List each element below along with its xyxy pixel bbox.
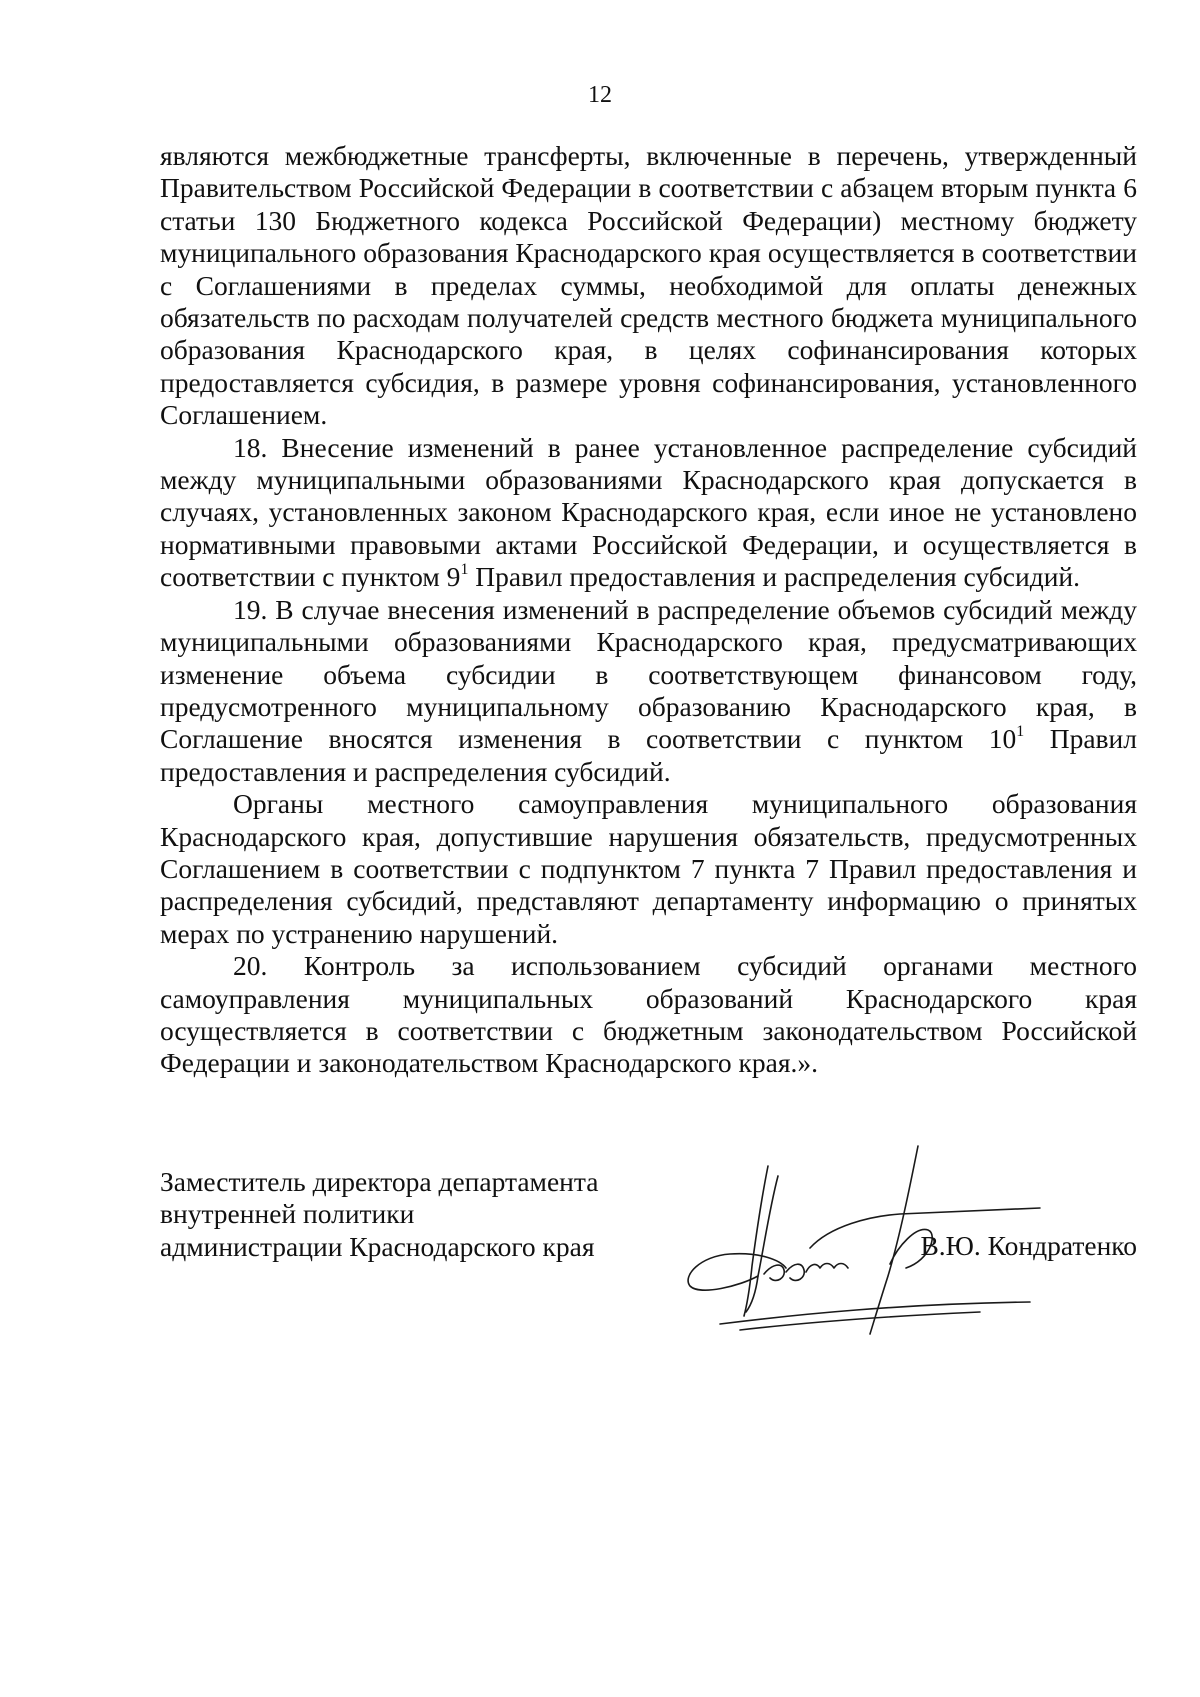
paragraph-19-tail: Правил предоставления и распределения субсидий. (160, 723, 1137, 787)
paragraph-18-text: 18. Внесение изменений в ранее установленное распределение субсидий между муниципальными образованиями Краснодарского края допускается в случаях, установленных законом Краснодарского края, если иное не установлено нормативными правовыми актами Российской Федерации, и осуществляется в соответствии с пунктом 9 (160, 431, 1137, 593)
signature-block (160, 1166, 1137, 1326)
paragraph-18-superscript: 1 (460, 561, 469, 579)
signer-title-line-1: Заместитель директора департамента (160, 1166, 599, 1197)
signer-title (160, 1166, 598, 1263)
signer-name: В.Ю. Кондратенко (920, 1230, 1137, 1261)
document-body (160, 140, 1137, 1080)
paragraph-continuation: являются межбюджетные трансферты, включенные в перечень, утвержденный Правительством Российской Федерации в соответствии с абзацем вторым пункта 6 статьи 130 Бюджетного кодекса Российской Федерации) местному бюджету муниципального образования Краснодарского края осуществляется в соответствии с Соглашениями в пределах суммы, необходимой для оплаты денежных обязательств по расходам получателей средств местного бюджета муниципального образования Краснодарского края, в целях софинансирования которых предоставляется субсидия, в размере уровня софинансирования, установленного Соглашением. (160, 140, 1137, 431)
paragraph-19 (160, 594, 1137, 788)
signer-title-line-2: внутренней политики (160, 1198, 415, 1230)
paragraph-18-tail: Правил предоставления и распределения субсидий. (468, 561, 1080, 593)
paragraph-19-text: 19. В случае внесения изменений в распределение объемов субсидий между муниципальными образованиями Краснодарского края, предусматривающих изменение объема субсидии в соответствующем финансовом году, предусмотренного муниципальному образованию Краснодарского края, в Соглашение вносятся изменения в соответствии с пунктом 10 (160, 593, 1137, 755)
paragraph-local-authorities: Органы местного самоуправления муниципального образования Краснодарского края, допустившие нарушения обязательств, предусмотренных Соглашением в соответствии с подпунктом 7 пункта 7 Правил предоставления и распределения субсидий, представляют департаменту информацию о принятых мерах по устранению нарушений. (160, 788, 1137, 949)
paragraph-19-superscript: 1 (1016, 723, 1025, 741)
signer-title-line-3: администрации Краснодарского края (160, 1230, 595, 1262)
paragraph-18 (160, 432, 1137, 594)
page-number: 12 (588, 82, 612, 108)
paragraph-20: 20. Контроль за использованием субсидий органами местного самоуправления муниципальных образований Краснодарского края осуществляется в соответствии с бюджетным законодательством Российской Федерации и законодательством Краснодарского края.». (160, 950, 1137, 1079)
